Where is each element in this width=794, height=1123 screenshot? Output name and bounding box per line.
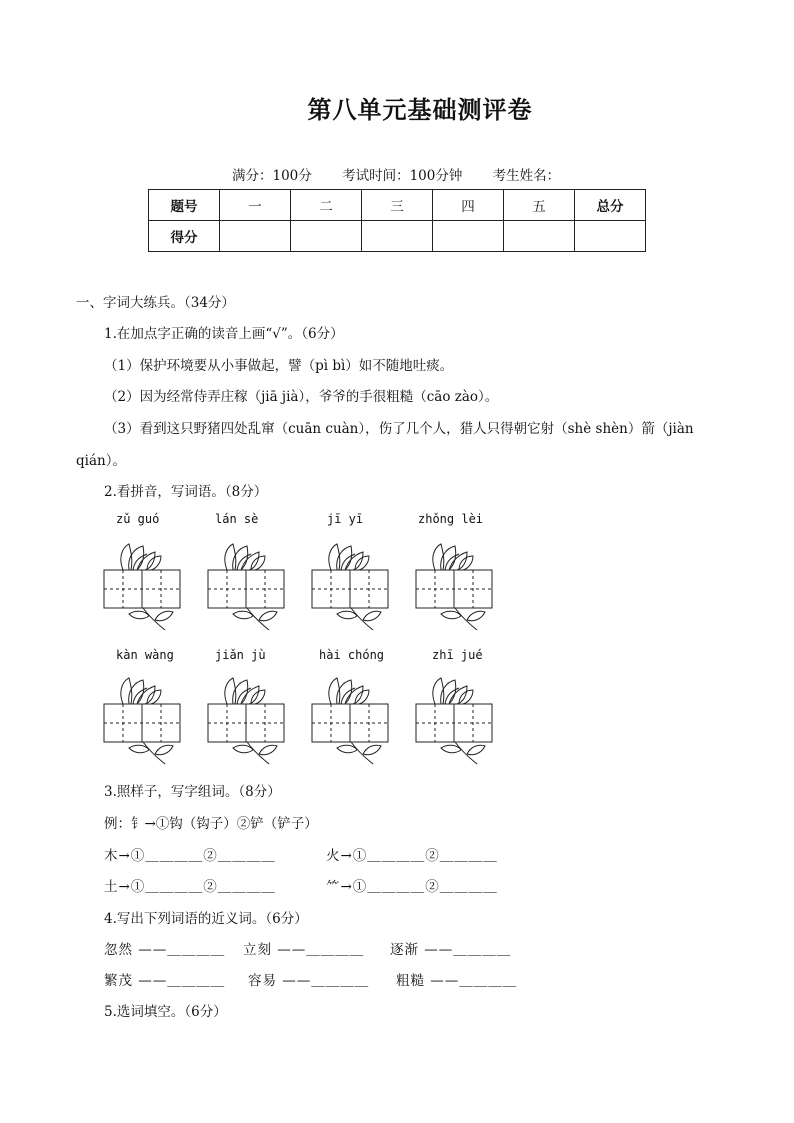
flower-grid-icon	[103, 540, 181, 632]
score-input-cell[interactable]	[362, 221, 433, 252]
section-heading: 一、字词大练兵。（34分）	[76, 295, 235, 311]
question-3-example: 例：钅→①钩（钩子）②铲（铲子）	[104, 816, 318, 832]
score-row-label: 得分	[149, 221, 220, 252]
flower-grid-icon	[415, 540, 493, 632]
answer-line[interactable]: ⺮→①＿＿＿＿②＿＿＿＿	[326, 879, 498, 895]
flower-grid-icon	[103, 674, 181, 766]
pinyin-label: jiǎn jù	[215, 648, 266, 662]
pinyin-label: zhī jué	[432, 648, 483, 662]
question-1-item: （2）因为经常侍弄庄稼（jiā jià），爷爷的手很粗糙（cāo zào）。	[104, 389, 499, 405]
pinyin-label: lán sè	[215, 512, 259, 526]
score-header-cell: 总分	[575, 190, 646, 221]
student-name-label: 考生姓名：	[492, 168, 561, 184]
score-header-cell: 题号	[149, 190, 220, 221]
writing-grid[interactable]	[207, 540, 285, 632]
question-1-item: qián）。	[76, 453, 126, 469]
question-2-prompt: 2.看拼音，写词语。（8分）	[104, 484, 268, 500]
pinyin-label: hài chóng	[319, 648, 385, 662]
full-score: 满分：100分	[232, 168, 312, 184]
answer-line[interactable]: 逐渐 ——＿＿＿＿	[390, 942, 512, 958]
question-1-prompt: 1.在加点字正确的读音上画“√”。（6分）	[104, 326, 344, 342]
score-header-cell: 四	[433, 190, 504, 221]
question-5-prompt: 5.选词填空。（6分）	[104, 1004, 227, 1020]
flower-grid-icon	[311, 540, 389, 632]
score-table-row	[149, 221, 646, 252]
pinyin-label: zhǒng lèi	[418, 512, 484, 526]
answer-line[interactable]: 火→①＿＿＿＿②＿＿＿＿	[326, 848, 498, 864]
score-table-header	[149, 190, 646, 221]
score-table	[148, 189, 646, 252]
answer-line[interactable]: 粗糙 ——＿＿＿＿	[396, 973, 518, 989]
writing-grid[interactable]	[103, 674, 181, 766]
score-header-cell: 三	[362, 190, 433, 221]
writing-grid[interactable]	[415, 540, 493, 632]
writing-grid[interactable]	[207, 674, 285, 766]
score-input-cell[interactable]	[220, 221, 291, 252]
answer-line[interactable]: 繁茂 ——＿＿＿＿	[104, 973, 226, 989]
writing-grid[interactable]	[311, 674, 389, 766]
flower-grid-icon	[415, 674, 493, 766]
question-1-item: （1）保护环境要从小事做起，譬（pì bì）如不随地吐痰。	[104, 358, 454, 374]
question-1-item: （3）看到这只野猪四处乱窜（cuān cuàn），伤了几个人，猎人只得朝它射（shè shèn）箭（jiàn	[104, 421, 694, 437]
writing-grid[interactable]	[311, 540, 389, 632]
score-input-cell[interactable]	[504, 221, 575, 252]
question-4-prompt: 4.写出下列词语的近义词。（6分）	[104, 911, 308, 927]
answer-line[interactable]: 木→①＿＿＿＿②＿＿＿＿	[104, 848, 276, 864]
score-input-cell[interactable]	[433, 221, 504, 252]
writing-grid[interactable]	[415, 674, 493, 766]
question-3-prompt: 3.照样子，写字组词。（8分）	[104, 784, 281, 800]
answer-line[interactable]: 容易 ——＿＿＿＿	[248, 973, 370, 989]
flower-grid-icon	[311, 674, 389, 766]
answer-line[interactable]: 立刻 ——＿＿＿＿	[243, 942, 365, 958]
pinyin-label: jī yī	[327, 512, 364, 526]
exam-info	[232, 164, 586, 184]
pinyin-label: kàn wàng	[116, 648, 174, 662]
answer-line[interactable]: 忽然 ——＿＿＿＿	[104, 942, 226, 958]
answer-line[interactable]: 土→①＿＿＿＿②＿＿＿＿	[104, 879, 276, 895]
score-header-cell: 五	[504, 190, 575, 221]
writing-grid[interactable]	[103, 540, 181, 632]
flower-grid-icon	[207, 540, 285, 632]
page-title: 第八单元基础测评卷	[307, 95, 533, 124]
score-header-cell: 一	[220, 190, 291, 221]
score-input-cell[interactable]	[291, 221, 362, 252]
flower-grid-icon	[207, 674, 285, 766]
score-header-cell: 二	[291, 190, 362, 221]
score-input-cell[interactable]	[575, 221, 646, 252]
pinyin-label: zǔ guó	[116, 512, 160, 526]
exam-time: 考试时间：100分钟	[342, 168, 463, 184]
